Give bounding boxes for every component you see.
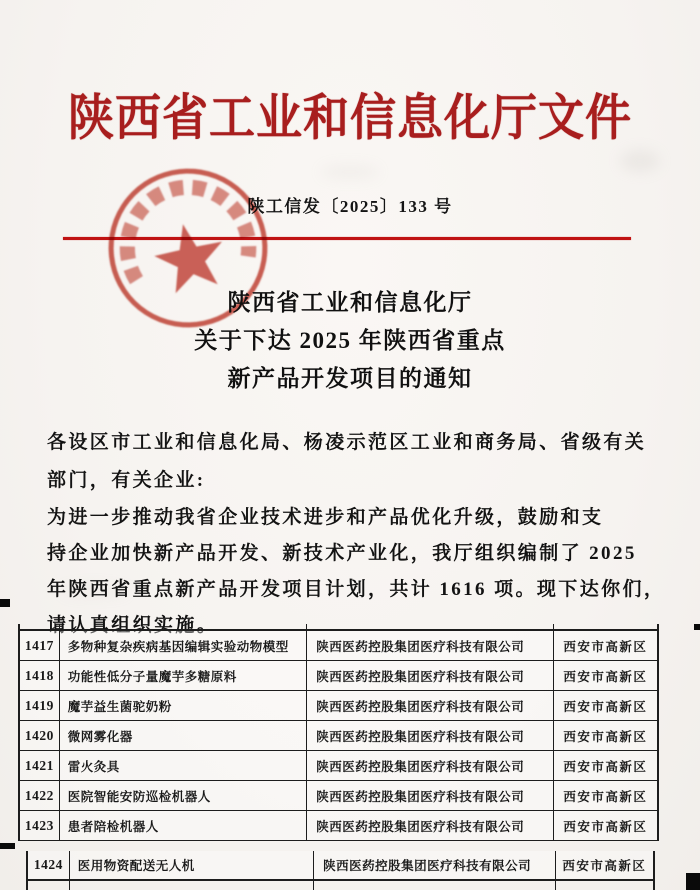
cell-district: 西安市高新区 (563, 699, 648, 714)
cell-company-name: 陕西医药控股集团医疗科技有限公司 (307, 661, 553, 690)
table-row (18, 721, 659, 751)
table-row (18, 691, 659, 721)
cell-district: 西安市高新区 (563, 759, 648, 774)
salutation-line: 部门，有关企业: (47, 470, 206, 491)
cell-product-name: 医用物资配送无人机 (70, 851, 314, 879)
cell-project-number: 1417 (20, 631, 60, 660)
cell-company-name: 陕西医药控股集团医疗科技有限公司 (307, 781, 553, 810)
table-row (18, 631, 659, 661)
cell-company-name: 陕西医药控股集团医疗科技有限公司 (307, 751, 553, 780)
table-row (26, 851, 655, 881)
body-line: 为进一步推动我省企业技术进步和产品优化升级，鼓励和支 (47, 507, 604, 528)
scan-artifact (686, 873, 700, 890)
notice-title-line: 新产品开发项目的通知 (227, 366, 473, 391)
body-line: 年陕西省重点新产品开发项目计划，共计 1616 项。现下达你们， (47, 579, 666, 600)
cell-district: 西安市高新区 (562, 859, 647, 873)
table-cutoff-row-top (18, 624, 659, 631)
cell-project-number: 1418 (20, 661, 60, 690)
cell-product-name: 功能性低分子量魔芋多糖原料 (60, 661, 307, 690)
cell-company-name: 陕西医药控股集团医疗科技有限公司 (307, 721, 553, 750)
cell-company-name: 陕西医药控股集团医疗科技有限公司 (307, 811, 553, 840)
body-line: 持企业加快新产品开发、新技术产业化，我厅组织编制了 2025 (47, 543, 637, 564)
cell-product-name: 雷火灸具 (60, 751, 307, 780)
document-number: 陕工信发〔2025〕133 号 (247, 197, 453, 216)
table-row (18, 811, 659, 841)
cell-project-number: 1419 (20, 691, 60, 720)
document-header-title: 陕西省工业和信息化厅文件 (68, 90, 632, 146)
cell-product-name: 魔芋益生菌驼奶粉 (60, 691, 307, 720)
cell-project-number: 1421 (20, 751, 60, 780)
cell-project-number: 1424 (28, 851, 70, 879)
notice-title-line: 关于下达 2025 年陕西省重点 (194, 328, 506, 353)
cell-product-name: 患者陪检机器人 (60, 811, 307, 840)
cell-company-name: 陕西医药控股集团医疗科技有限公司 (314, 851, 555, 879)
notice-title-line: 陕西省工业和信息化厅 (227, 290, 473, 315)
project-table-main (18, 624, 659, 841)
cell-project-number: 1422 (20, 781, 60, 810)
salutation-line: 各设区市工业和信息化局、杨凌示范区工业和商务局、省级有关 (47, 432, 647, 453)
cell-district: 西安市高新区 (563, 819, 648, 834)
salutation-text (47, 424, 659, 500)
scan-artifact (0, 843, 15, 849)
table-cutoff-row-bottom (26, 881, 655, 890)
notice-title (0, 284, 700, 398)
table-row (18, 751, 659, 781)
scan-smudge (620, 150, 660, 172)
cell-company-name: 陕西医药控股集团医疗科技有限公司 (307, 691, 553, 720)
cell-district: 西安市高新区 (563, 789, 648, 804)
cell-district: 西安市高新区 (563, 669, 648, 684)
scan-artifact (0, 599, 10, 607)
table-row (18, 781, 659, 811)
cell-product-name: 医院智能安防巡检机器人 (60, 781, 307, 810)
cell-project-number: 1420 (20, 721, 60, 750)
cell-company-name: 陕西医药控股集团医疗科技有限公司 (307, 631, 553, 660)
project-table-bottom-segment (26, 851, 655, 890)
cell-district: 西安市高新区 (563, 639, 648, 654)
scan-smudge (320, 165, 380, 179)
body-line: 请认真组织实施。 (47, 615, 219, 636)
cell-project-number: 1423 (20, 811, 60, 840)
scan-artifact (694, 624, 700, 630)
cell-product-name: 多物种复杂疾病基因编辑实验动物模型 (60, 631, 307, 660)
table-row (18, 661, 659, 691)
body-paragraph (47, 500, 666, 644)
cell-district: 西安市高新区 (563, 729, 648, 744)
cell-product-name: 微网雾化器 (60, 721, 307, 750)
